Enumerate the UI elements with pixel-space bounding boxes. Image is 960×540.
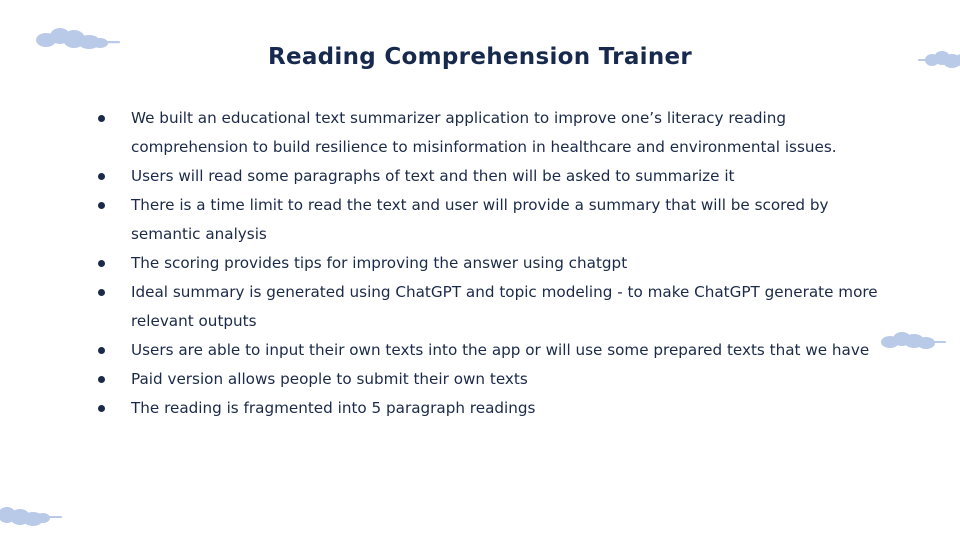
bullet-icon	[98, 173, 105, 180]
list-item	[96, 249, 886, 278]
bullet-text: Paid version allows people to submit their own texts	[131, 370, 528, 388]
bullet-icon	[98, 260, 105, 267]
bullet-text: The scoring provides tips for improving the answer using chatgpt	[131, 254, 628, 272]
bullet-text: Users are able to input their own texts into the app or will use some prepared texts that we have	[131, 341, 870, 359]
bullet-text: We built an educational text summarizer application to improve one’s literacy reading comprehension to build resilience to misinformation in healthcare and environmental issues.	[131, 109, 837, 156]
bullet-list	[96, 104, 886, 423]
bullet-icon	[98, 347, 105, 354]
bullet-text: Users will read some paragraphs of text and then will be asked to summarize it	[131, 167, 735, 185]
bullet-text: There is a time limit to read the text and user will provide a summary that will be scored by semantic analysis	[131, 196, 829, 243]
bullet-icon	[98, 289, 105, 296]
bullet-text: Ideal summary is generated using ChatGPT and topic modeling - to make ChatGPT generate more relevant outputs	[131, 283, 878, 330]
bullet-icon	[98, 376, 105, 383]
bullet-icon	[98, 202, 105, 209]
bullet-icon	[98, 115, 105, 122]
list-item	[96, 394, 886, 423]
list-item	[96, 336, 886, 365]
list-item	[96, 365, 886, 394]
cloud-icon	[0, 503, 66, 529]
cloud-icon	[880, 331, 952, 353]
list-item	[96, 162, 886, 191]
bullet-text: The reading is fragmented into 5 paragraph readings	[131, 399, 536, 417]
list-item	[96, 278, 886, 336]
list-item	[96, 191, 886, 249]
slide-title: Reading Comprehension Trainer	[267, 44, 693, 70]
bullet-icon	[98, 405, 105, 412]
list-item	[96, 104, 886, 162]
